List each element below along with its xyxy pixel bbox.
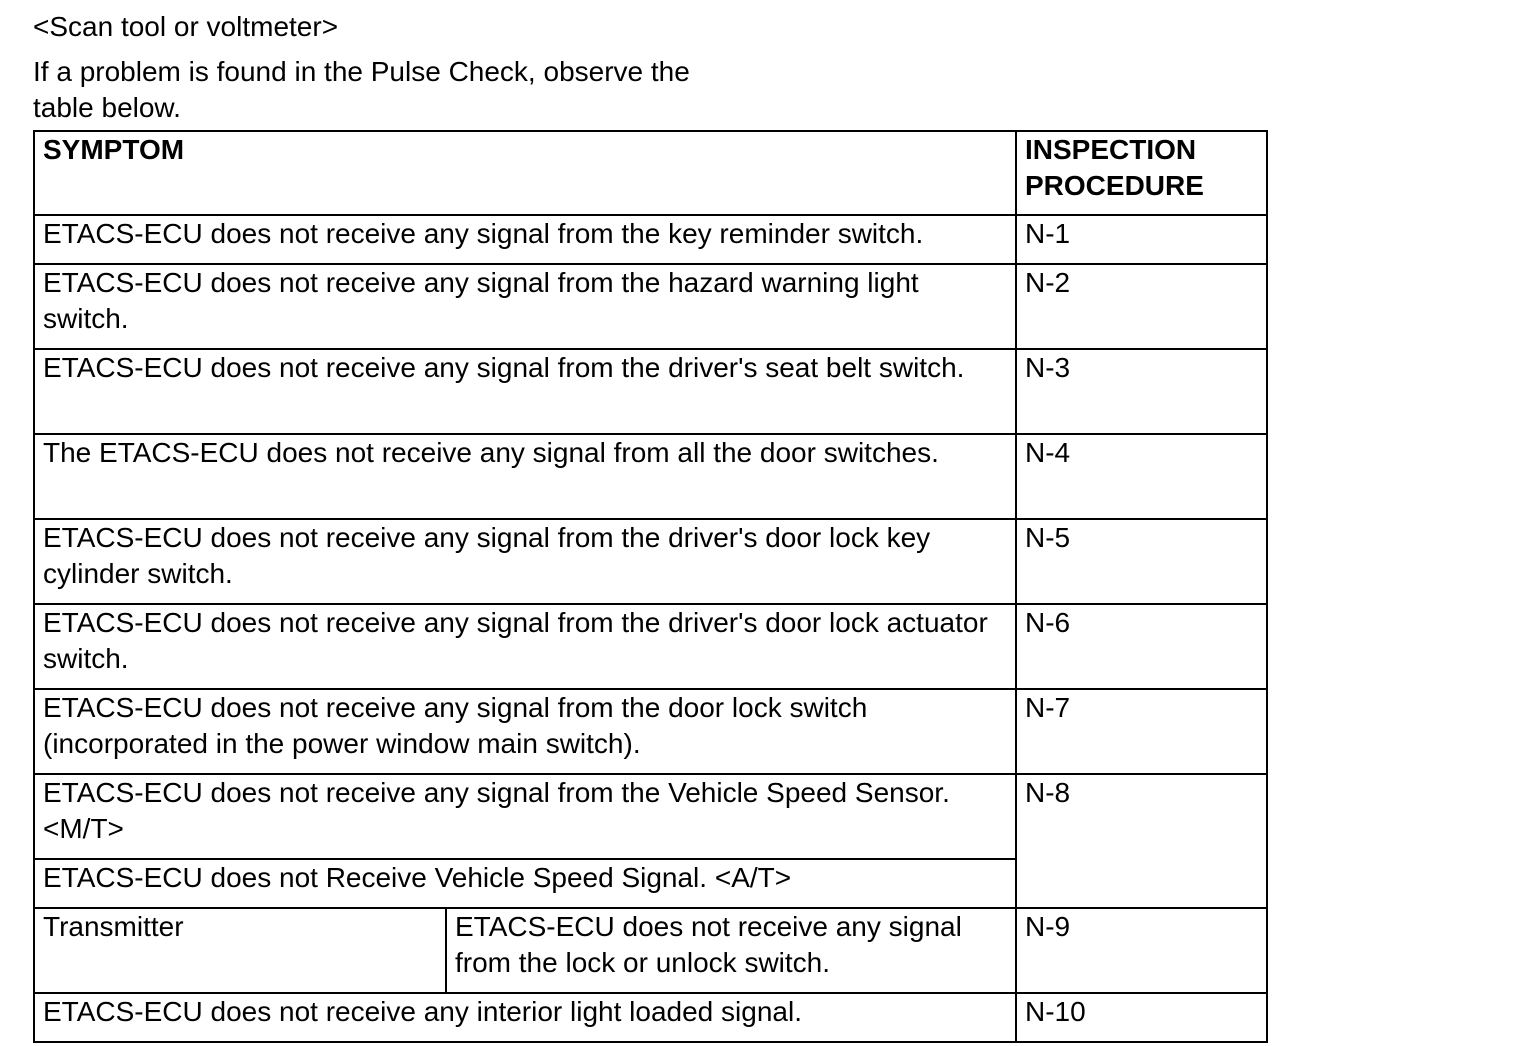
symptom-cell: ETACS-ECU does not receive any signal from the driver's door lock key cylinder switch. <box>34 519 1016 604</box>
symptom-cell: ETACS-ECU does not receive any signal from the key reminder switch. <box>34 215 1016 264</box>
header-procedure-line-2: PROCEDURE <box>1025 170 1204 201</box>
procedure-cell: N-8 <box>1016 774 1267 908</box>
procedure-cell: N-5 <box>1016 519 1267 604</box>
table-row <box>34 774 1267 859</box>
category-cell: Transmitter <box>34 908 446 993</box>
table-row <box>34 434 1267 519</box>
header-symptom: SYMPTOM <box>34 131 1016 215</box>
procedure-cell: N-10 <box>1016 993 1267 1042</box>
table-row <box>34 689 1267 774</box>
symptom-cell: ETACS-ECU does not receive any signal from the lock or unlock switch. <box>446 908 1016 993</box>
intro-line-1: If a problem is found in the Pulse Check, observe the <box>33 56 690 87</box>
procedure-cell: N-9 <box>1016 908 1267 993</box>
header-procedure-line-1: INSPECTION <box>1025 134 1197 165</box>
procedure-cell: N-2 <box>1016 264 1267 349</box>
table-row <box>34 264 1267 349</box>
table-row <box>34 519 1267 604</box>
intro-text <box>33 54 793 126</box>
procedure-cell: N-7 <box>1016 689 1267 774</box>
page-heading: <Scan tool or voltmeter> <box>33 11 339 42</box>
symptom-cell: ETACS-ECU does not receive any signal from the driver's seat belt switch. <box>34 349 1016 434</box>
symptom-cell: ETACS-ECU does not receive any signal from the door lock switch (incorporated in the power window main switch). <box>34 689 1016 774</box>
table-row <box>34 215 1267 264</box>
symptom-table <box>33 130 1268 1043</box>
procedure-cell: N-6 <box>1016 604 1267 689</box>
procedure-cell: N-3 <box>1016 349 1267 434</box>
symptom-cell: ETACS-ECU does not receive any signal from the Vehicle Speed Sensor. <M/T> <box>34 774 1016 859</box>
symptom-cell: ETACS-ECU does not Receive Vehicle Speed Signal. <A/T> <box>34 859 1016 908</box>
table-header-row <box>34 131 1267 215</box>
procedure-cell: N-4 <box>1016 434 1267 519</box>
symptom-cell: ETACS-ECU does not receive any signal from the driver's door lock actuator switch. <box>34 604 1016 689</box>
symptom-cell: ETACS-ECU does not receive any signal from the hazard warning light switch. <box>34 264 1016 349</box>
table-row <box>34 349 1267 434</box>
procedure-cell: N-1 <box>1016 215 1267 264</box>
symptom-cell: The ETACS-ECU does not receive any signal from all the door switches. <box>34 434 1016 519</box>
header-procedure <box>1016 131 1267 215</box>
table-row <box>34 604 1267 689</box>
intro-line-2: table below. <box>33 92 181 123</box>
table-row <box>34 993 1267 1042</box>
table-row <box>34 908 1267 993</box>
symptom-cell: ETACS-ECU does not receive any interior light loaded signal. <box>34 993 1016 1042</box>
